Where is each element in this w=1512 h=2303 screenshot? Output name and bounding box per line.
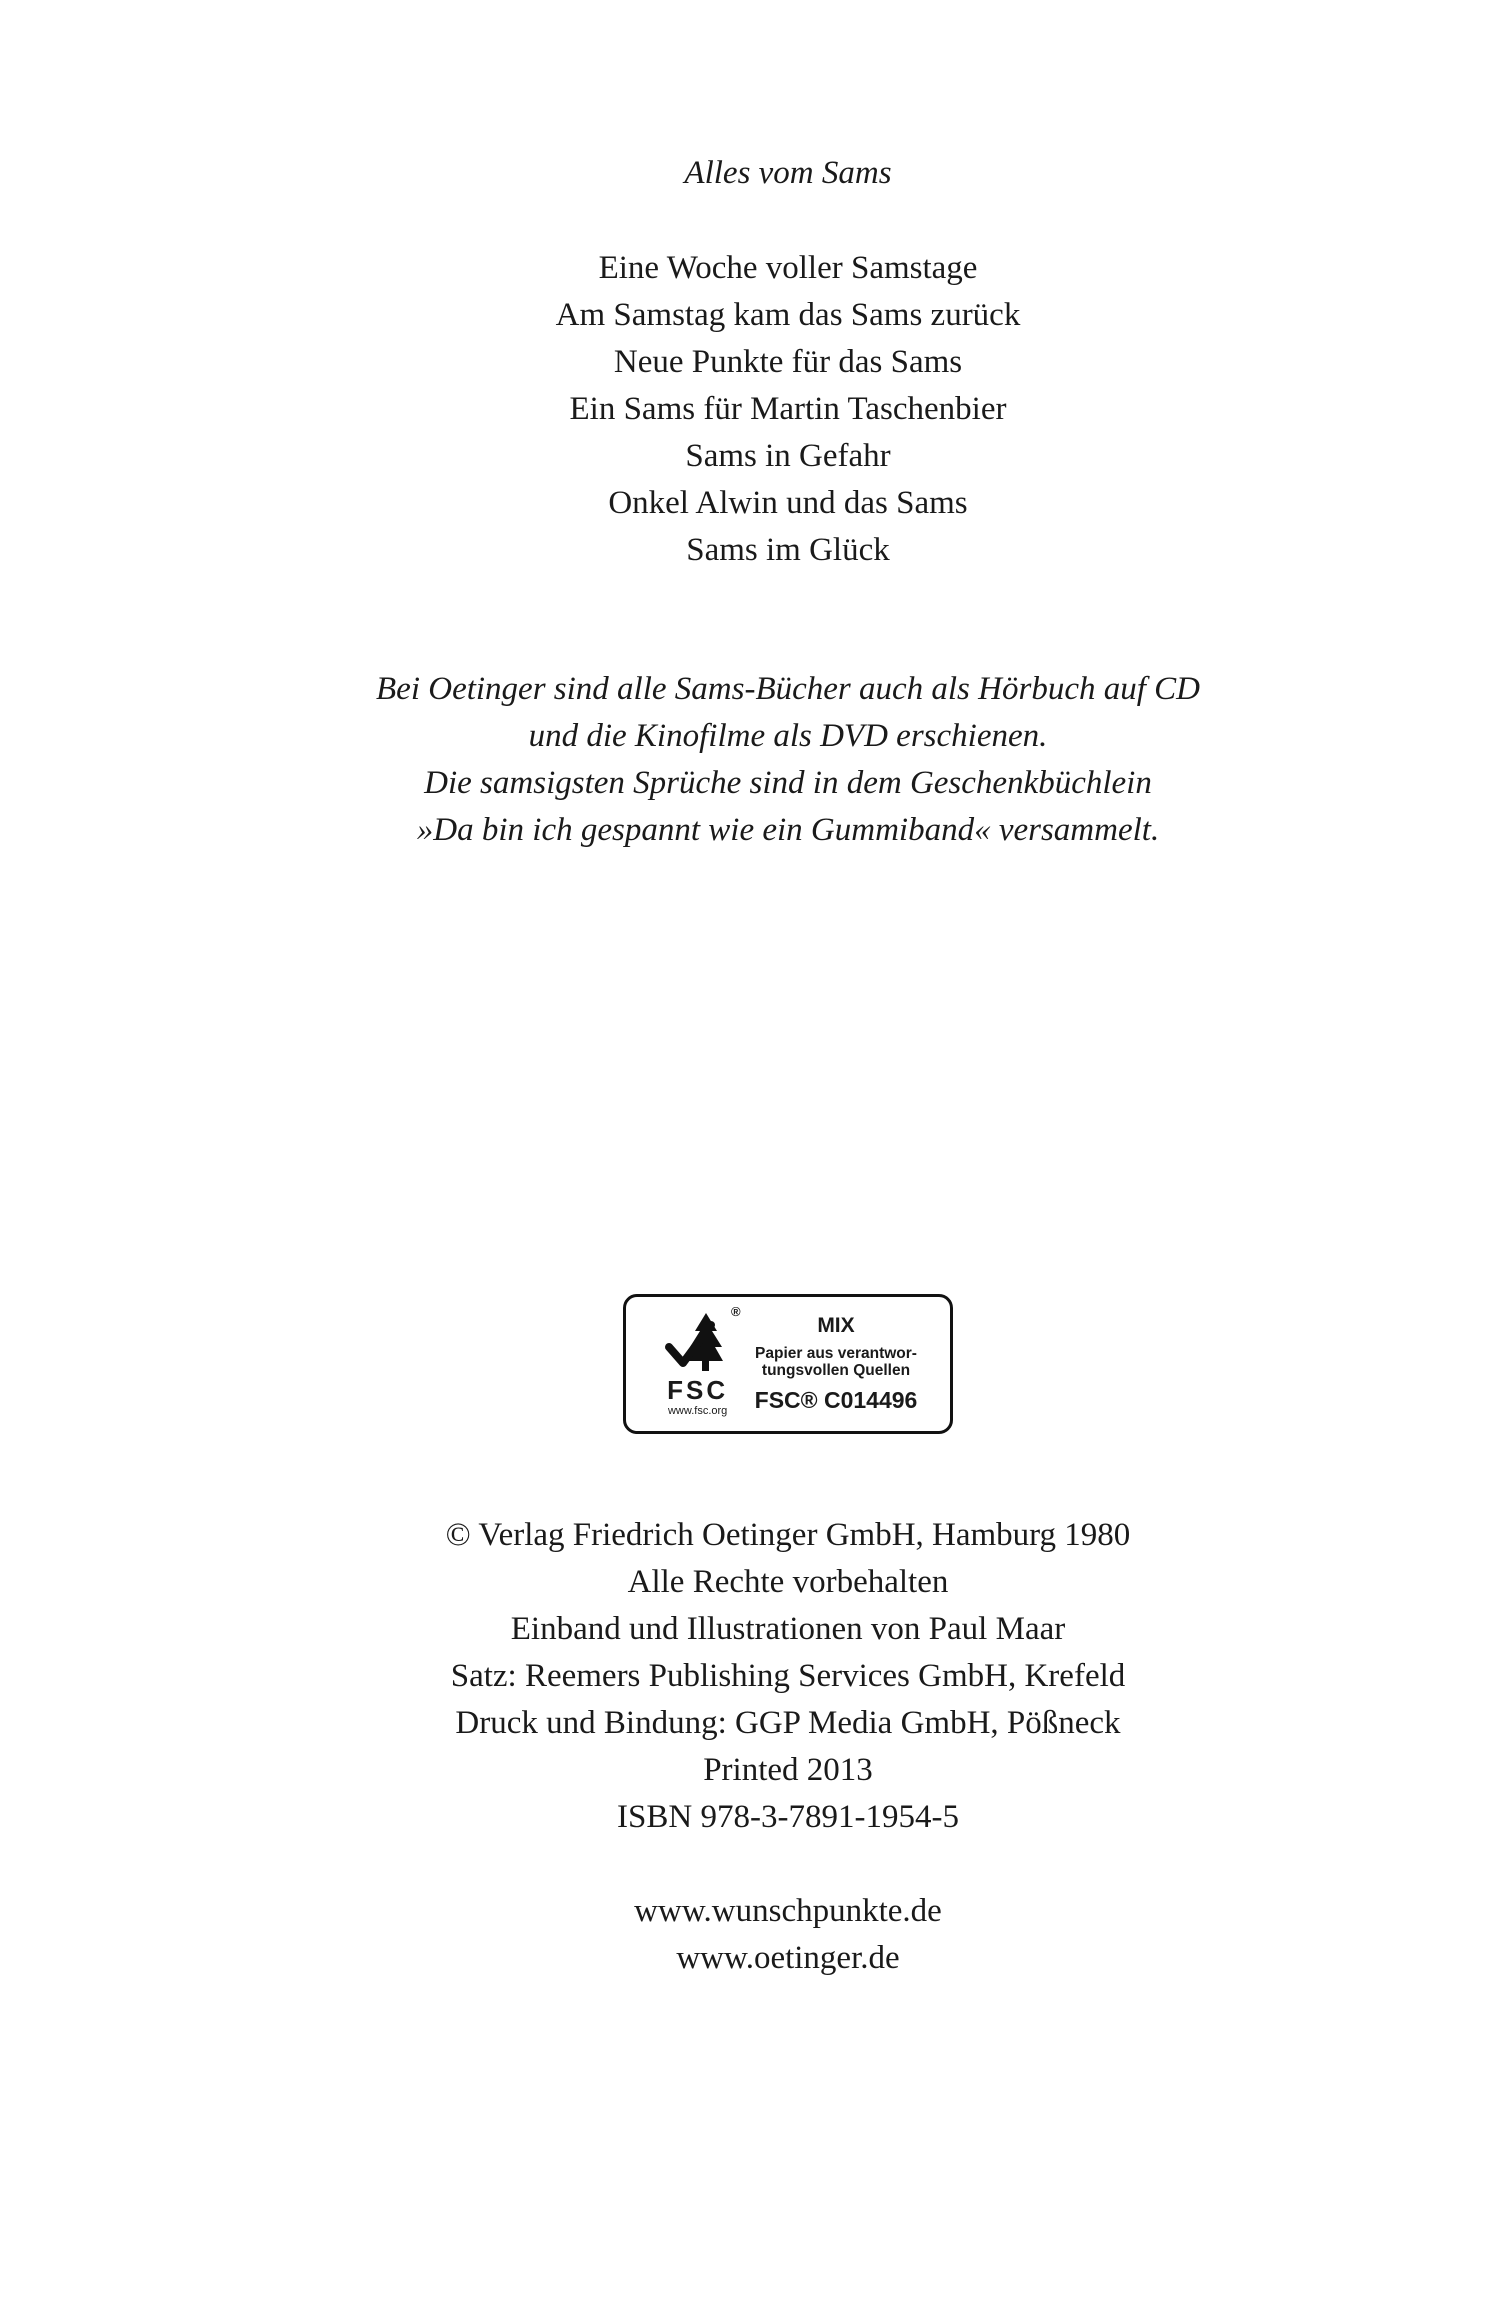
note-line: und die Kinofilme als DVD erschienen.: [528, 718, 1048, 754]
book-list-item: Neue Punkte für das Sams: [613, 344, 963, 380]
imprint-line-typesetting: Satz: Reemers Publishing Services GmbH, Krefeld: [450, 1658, 1126, 1694]
book-list-item: Ein Sams für Martin Taschenbier: [569, 391, 1007, 427]
book-list: [32, 245, 1512, 574]
note-line: Die samsigsten Sprüche sind in dem Geschenkbüchlein: [424, 765, 1152, 801]
book-list-item: Sams im Glück: [686, 532, 890, 568]
website-oetinger: www.oetinger.de: [676, 1940, 900, 1976]
page-content: [32, 0, 1512, 1982]
websites-block: [32, 1888, 1512, 1982]
book-list-item: Eine Woche voller Samstage: [598, 250, 978, 286]
imprint-block: [32, 1512, 1512, 1841]
series-title: Alles vom Sams: [684, 155, 892, 191]
fsc-certificate-code: FSC® C014496: [754, 1387, 918, 1414]
fsc-mix-label: MIX: [817, 1314, 855, 1338]
note-line: Bei Oetinger sind alle Sams-Bücher auch als Hörbuch auf CD: [376, 671, 1200, 707]
imprint-line-illustrations: Einband und Illustrationen von Paul Maar: [510, 1611, 1066, 1647]
imprint-line-printed-year: Printed 2013: [703, 1752, 873, 1788]
book-list-item: Onkel Alwin und das Sams: [608, 485, 968, 521]
imprint-line-rights: Alle Rechte vorbehalten: [627, 1564, 949, 1600]
fsc-tree-icon: [659, 1304, 741, 1375]
fsc-registered-mark: ®: [731, 1304, 741, 1319]
fsc-text-line: tungsvollen Quellen: [761, 1362, 911, 1380]
imprint-line-copyright: © Verlag Friedrich Oetinger GmbH, Hamburg 1980: [445, 1517, 1131, 1553]
book-list-item: Am Samstag kam das Sams zurück: [555, 297, 1021, 333]
imprint-line-isbn: ISBN 978-3-7891-1954-5: [617, 1799, 959, 1835]
fsc-logo: [659, 1304, 741, 1417]
website-wunschpunkte: www.wunschpunkte.de: [634, 1893, 942, 1929]
note-paragraph: [32, 666, 1512, 854]
fsc-url: www.fsc.org: [667, 1405, 728, 1417]
fsc-text-line: Papier aus verantwor-: [755, 1344, 917, 1362]
note-line: »Da bin ich gespannt wie ein Gummiband« versammelt.: [416, 812, 1160, 848]
imprint-line-printing: Druck und Bindung: GGP Media GmbH, Pößneck: [455, 1705, 1121, 1741]
fsc-label: [623, 1294, 953, 1434]
book-list-item: Sams in Gefahr: [685, 438, 891, 474]
fsc-wordmark: FSC: [667, 1375, 729, 1405]
fsc-text-block: [755, 1314, 918, 1413]
